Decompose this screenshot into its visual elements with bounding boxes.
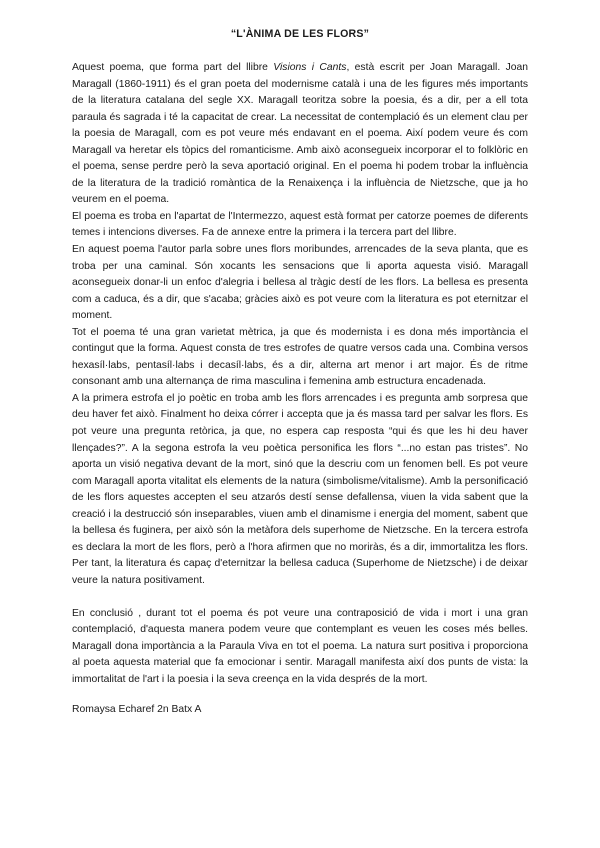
paragraph-context: El poema es troba en l'apartat de l'Intermezzo, aquest està format per catorze poemes de diferents temes i intencions diverses. Fa de annexe entre la primera i la tercera part del llibre. — [72, 210, 528, 239]
document-page — [72, 28, 528, 718]
paragraph-conclusion: En conclusió , durant tot el poema és pot veure una contraposició de vida i mort i una gran contemplació, d'aquesta manera podem veure que contemplant es veuen les coses més belles. Maragall dona importància a la Paraula Viva en tot el poema. La natura surt positiva i proporciona al poeta aquesta material que fa emocionar i sentir. Maragall manifesta així dos punts de vista: la immortalitat de l'art i la poesia i la seva creença en la vida després de la mort. — [72, 607, 528, 685]
document-title: “L'ÀNIMA DE LES FLORS” — [230, 28, 370, 40]
paragraph-metrics: Tot el poema té una gran varietat mètrica, ja que és modernista i es dona més importància el contingut que la forma. Aquest consta de tres estrofes de quatre versos cada una. Combina versos hexasíl·labs, pentasíl·labs i decasíl·labs, és a dir, alterna art menor i art major. És de ritme consonant amb una alternança de rima masculina i femenina amb estructura encadenada. — [72, 326, 528, 388]
author-signature: Romaysa Echaref 2n Batx A — [72, 704, 202, 716]
paragraph-spacer — [72, 590, 528, 606]
paragraph-introduction — [72, 60, 528, 209]
intro-text-start: Aquest poema, que forma part del llibre — [72, 62, 274, 73]
paragraph-analysis: A la primera estrofa el jo poètic en troba amb les flors arrencades i es pregunta amb sorpresa que deu haver fet això. Finalment ho deixa córrer i accepta que ja és massa tard per salvar les flors. Es pot veure una pregunta retòrica, ja que, no espera cap resposta “qui és que les hi deu haver llençades?”. A la segona estrofa la veu poètica personifica les flors “...no estan pas tristes”. No aporta un visió negativa devant de la mort, sinó que la descriu com un fenomen bell. Es pot veure com Maragall aporta vitalitat els elements de la natura (simbolisme/vitalisme). Amb la personificació de les flors aquestes accepten el seu atzarós destí sense defallensa, viuen la vida sabent que la creació i la destrucció són inseparables, viuen amb el dinamisme i energia del moment, sabent que la bellesa és fuginera, per això són la metàfora dels superhome de Nietzsche. En la tercera estrofa es declara la mort de les flors, però a l'hora afirmen que no moriràs, és a dir, immortalitza les flors. Per tant, la literatura és capaç d'eternitzar la bellesa caduca (Superhome de Nietzsche) i de deixar veure la natura positivament. — [72, 392, 528, 586]
intro-text-rest: , està escrit per Joan Maragall. Joan Maragall (1860-1911) és el gran poeta del modernisme català i una de les figures més importants de la literatura catalana del segle XX. Maragall teoritza sobre la poesia, és a dir, per a ell tota paraula és sagrada i té la capacitat de crear. La necessitat de contemplació és un element clau per la poesia de Maragall, com es pot veure més endavant en el poema. Així podem veure és com Maragall va heretar els tòpics del romanticisme. Amb això aconsegueix incorporar el to folklòric en el poema, sense perdre però la seva aportació original. En el poema hi podem trobar la influència de la literatura de la tradició romàntica de la Renaixença i la influència de Nietzsche, que ja ho veurem en el poema. — [72, 62, 528, 206]
paragraph-theme: En aquest poema l'autor parla sobre unes flors moribundes, arrencades de la seva planta, que es troba per una caminal. Són xocants les sensacions que li aporta aquesta visió. Maragall aconsegueix donar-li un enfoc d'alegria i bellesa al tràgic destí de les flors. La bellesa es presenta com a caduca, és a dir, que s'acaba; gràcies això es pot veure com la literatura es pot eternitzar el moment. — [72, 244, 528, 322]
book-title: Visions i Cants — [273, 62, 347, 73]
